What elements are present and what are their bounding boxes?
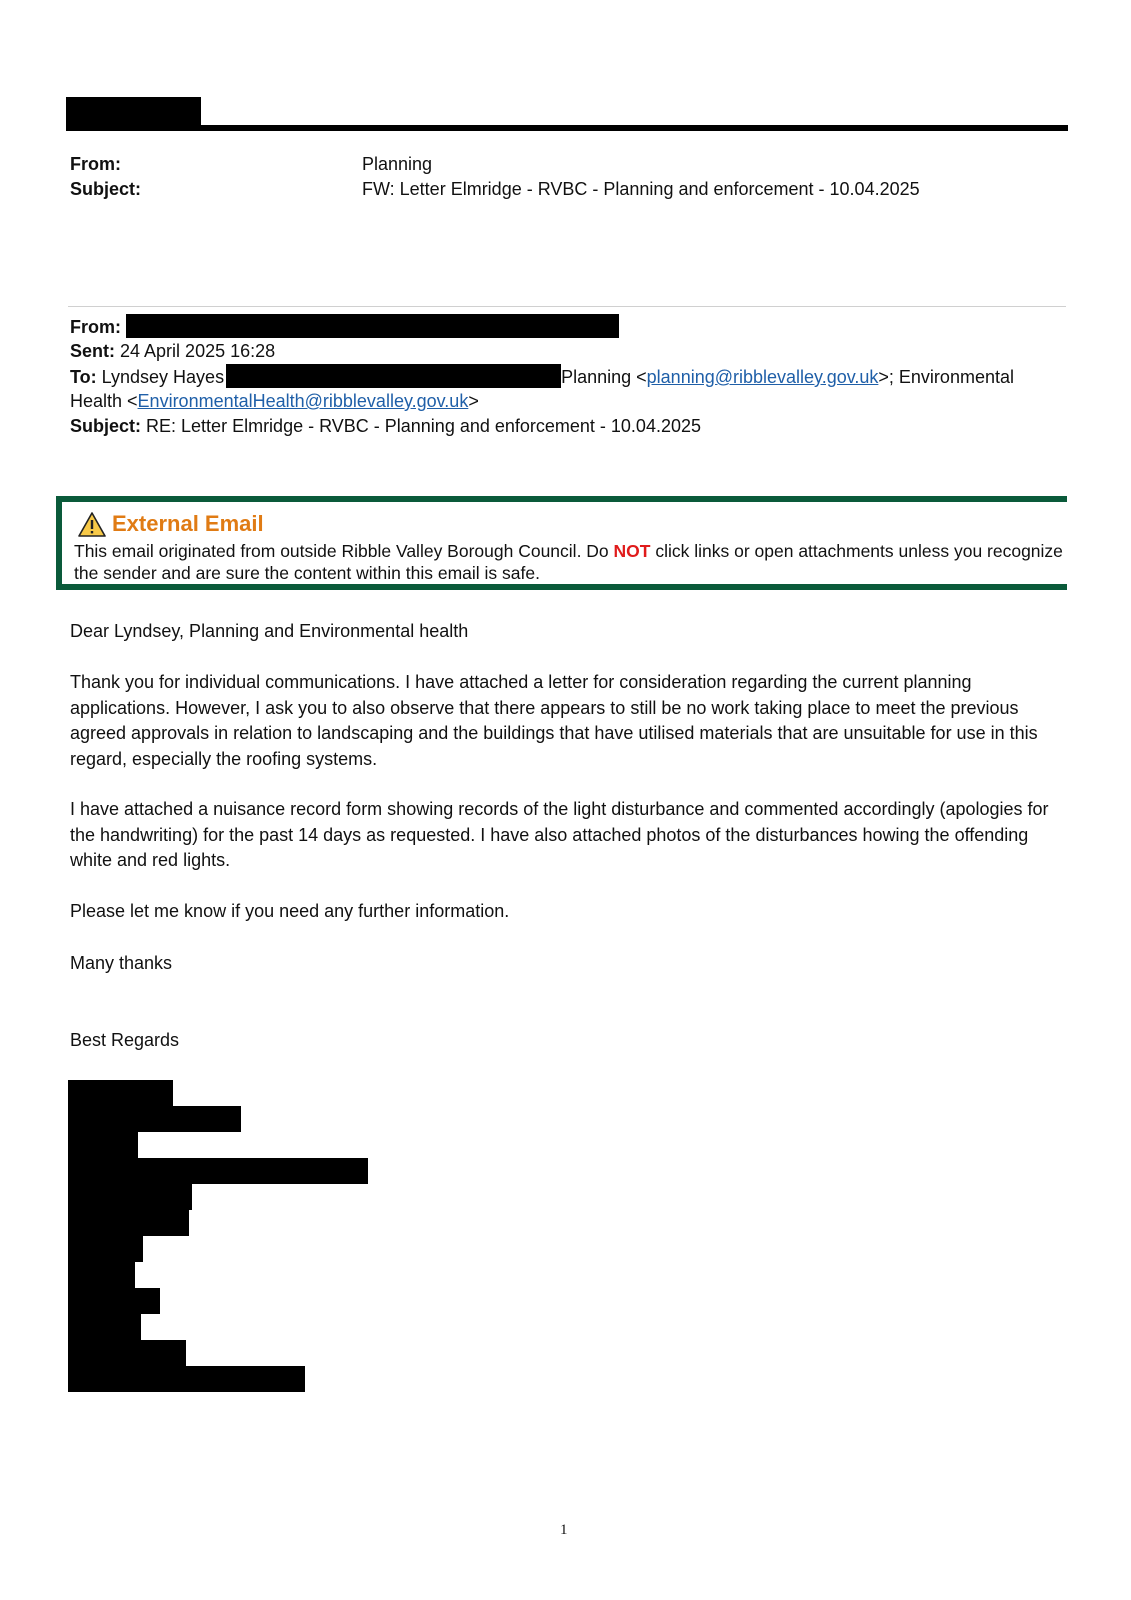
fwd-subject-label: Subject: bbox=[70, 416, 142, 436]
redacted-signature-line bbox=[68, 1340, 186, 1366]
fwd-sent-line bbox=[70, 339, 275, 364]
redacted-signature-line bbox=[68, 1314, 141, 1340]
header-rule bbox=[66, 125, 1068, 131]
greeting: Dear Lyndsey, Planning and Environmental health bbox=[70, 621, 469, 641]
external-email-text: This email originated from outside Ribble Valley Borough Council. Do NOT click links or open attachments unless you recognize the sender and are sure the content within this email is safe. bbox=[74, 541, 1063, 583]
top-from-label: From: bbox=[70, 154, 121, 174]
fwd-to-env-suffix: > bbox=[468, 391, 479, 411]
closing-regards: Best Regards bbox=[70, 1030, 180, 1050]
fwd-to-line-2 bbox=[70, 389, 479, 414]
fwd-from-line bbox=[70, 314, 619, 340]
redacted-signature-line bbox=[68, 1366, 305, 1392]
redacted-signature-line bbox=[68, 1132, 138, 1158]
redacted-signature-line bbox=[68, 1210, 189, 1236]
redacted-signature-line bbox=[68, 1236, 143, 1262]
redacted-signature-line bbox=[68, 1158, 368, 1184]
paragraph-2: I have attached a nuisance record form showing records of the light disturbance and commented accordingly (apologies for the handwriting) for the past 14 days as requested. I have also attached photos of the disturbances howing the offending white and red lights. bbox=[70, 799, 1049, 870]
top-from-value: Planning bbox=[362, 154, 433, 174]
top-subject-value: FW: Letter Elmridge - RVBC - Planning and enforcement - 10.04.2025 bbox=[362, 179, 920, 199]
paragraph-1: Thank you for individual communications. I have attached a letter for consideration regarding the current planning applications. However, I ask you to also observe that there appears to still be no work taking place to meet the previous agreed approvals in relation to landscaping and the buildings that have utilised materials that are unsuitable for use in this regard, especially the roofing systems. bbox=[70, 672, 1038, 769]
paragraph-3: Please let me know if you need any further information. bbox=[70, 901, 510, 921]
env-health-email-link[interactable]: EnvironmentalHealth@ribblevalley.gov.uk bbox=[137, 391, 469, 411]
redacted-recipient-email bbox=[226, 364, 561, 388]
fwd-sent-label: Sent: bbox=[70, 341, 115, 361]
fwd-to-label: To: bbox=[70, 367, 97, 387]
fwd-subject-line bbox=[70, 414, 701, 439]
external-email-banner bbox=[56, 496, 1067, 590]
page-number: 1 bbox=[560, 1522, 568, 1538]
not-emphasis: NOT bbox=[613, 541, 651, 561]
redacted-sender bbox=[126, 314, 619, 338]
redacted-signature-line bbox=[68, 1080, 173, 1106]
planning-email-link[interactable]: planning@ribblevalley.gov.uk bbox=[646, 367, 879, 387]
fwd-to-env-prefix: >; Environmental bbox=[878, 367, 1014, 387]
fwd-sent-value: 24 April 2025 16:28 bbox=[120, 341, 276, 361]
fwd-to-name: Lyndsey Hayes bbox=[101, 367, 225, 387]
message-divider bbox=[68, 306, 1066, 307]
redacted-signature-line bbox=[68, 1184, 192, 1210]
redacted-header-name bbox=[66, 97, 201, 127]
warning-triangle-icon bbox=[78, 512, 106, 537]
closing-thanks: Many thanks bbox=[70, 953, 173, 973]
fwd-to-line bbox=[70, 364, 1014, 390]
redacted-signature-line bbox=[68, 1106, 241, 1132]
top-subject-label: Subject: bbox=[70, 179, 142, 199]
fwd-from-label: From: bbox=[70, 317, 121, 337]
fwd-to-planning-prefix: Planning < bbox=[561, 367, 647, 387]
external-email-title: External Email bbox=[112, 511, 264, 536]
fwd-subject-value: RE: Letter Elmridge - RVBC - Planning and enforcement - 10.04.2025 bbox=[146, 416, 701, 436]
redacted-signature-line bbox=[68, 1288, 160, 1314]
redacted-signature-line bbox=[68, 1262, 135, 1288]
fwd-to-env-prefix2: Health < bbox=[70, 391, 138, 411]
